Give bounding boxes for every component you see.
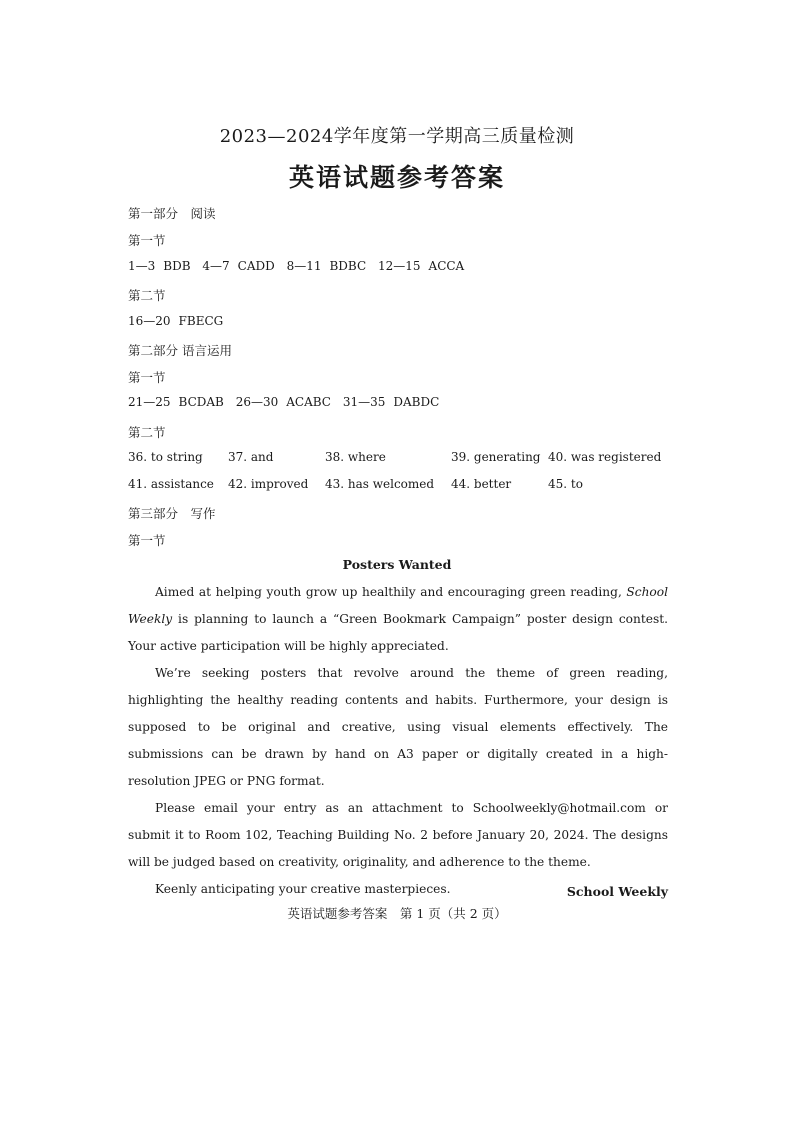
- answer-range: 16—20: [128, 314, 171, 328]
- poster-title: Posters Wanted: [342, 557, 452, 572]
- answer-item: 37. and: [228, 450, 274, 464]
- part3-heading: 第三部分 写作: [128, 506, 216, 521]
- part1-section2-heading: 第二节: [128, 288, 166, 303]
- answer-letters: FBECG: [178, 314, 224, 328]
- answer-letters: CADD: [237, 259, 275, 273]
- part2-section1-answers: [128, 395, 447, 409]
- answer-item: 43. has welcomed: [325, 477, 435, 491]
- answer-range: 26—30: [235, 395, 279, 409]
- sample-essay: [128, 579, 668, 903]
- part1-heading: 第一部分 阅读: [128, 206, 216, 221]
- answer-item: 42. improved: [228, 477, 309, 491]
- page-title: 英语试题参考答案: [288, 163, 505, 192]
- answer-range: 1—3: [128, 259, 156, 273]
- exam-year-title: 2023—2024学年度第一学期高三质量检测: [219, 126, 575, 147]
- answer-letters: BDBC: [329, 259, 367, 273]
- answer-range: 21—25: [128, 395, 171, 409]
- part2-section1-heading: 第一节: [128, 370, 166, 385]
- answer-item: 40. was registered: [548, 450, 662, 464]
- part3-section1-heading: 第一节: [128, 533, 166, 548]
- essay-paragraph: Keenly anticipating your creative masterpieces.: [155, 882, 451, 896]
- answer-letters: ACCA: [428, 259, 465, 273]
- answer-item: 41. assistance: [128, 477, 214, 491]
- answer-item: 44. better: [451, 477, 512, 491]
- paragraph-text: is planning to launch a “Green Bookmark Campaign” poster design contest. Your active participation will be highly appreciated.: [128, 612, 668, 653]
- part2-section2-heading: 第二节: [128, 425, 166, 440]
- page-footer: 英语试题参考答案 第 1 页（共 2 页）: [287, 906, 507, 921]
- signature: School Weekly: [566, 884, 668, 899]
- answer-letters: BCDAB: [178, 395, 224, 409]
- part1-section1-answers: [128, 259, 472, 273]
- part1-section2-answers: [128, 314, 231, 328]
- paragraph-text: Aimed at helping youth grow up healthily and encouraging green reading,: [155, 585, 627, 599]
- essay-paragraph: Please email your entry as an attachment to Schoolweekly@hotmail.com or submit it to Room 102, Teaching Building No. 2 before January 20, 2024. The designs will be judged based on creativity, originality, and adherence to the theme.: [128, 801, 668, 869]
- answer-item: 36. to string: [128, 450, 203, 464]
- answer-range: 8—11: [286, 259, 322, 273]
- answer-letters: ACABC: [286, 395, 331, 409]
- publication-name: School Weekly: [128, 585, 668, 626]
- answer-item: 45. to: [548, 477, 583, 491]
- answer-item: 39. generating: [451, 450, 541, 464]
- essay-paragraph: We’re seeking posters that revolve around the theme of green reading, highlighting the healthy reading contents and habits. Furthermore, your design is supposed to be original and creative, using visual elements effectively. The submissions can be drawn by hand on A3 paper or digitally created in a high-resolution JPEG or PNG format.: [128, 666, 668, 788]
- answer-letters: DABDC: [393, 395, 440, 409]
- essay-paragraph: [128, 579, 668, 660]
- answer-range: 12—15: [377, 259, 421, 273]
- answer-range: 31—35: [342, 395, 386, 409]
- answer-letters: BDB: [163, 259, 191, 273]
- part2-heading: 第二部分 语言运用: [128, 343, 232, 358]
- answer-range: 4—7: [202, 259, 230, 273]
- answer-item: 38. where: [325, 450, 386, 464]
- part1-section1-heading: 第一节: [128, 233, 166, 248]
